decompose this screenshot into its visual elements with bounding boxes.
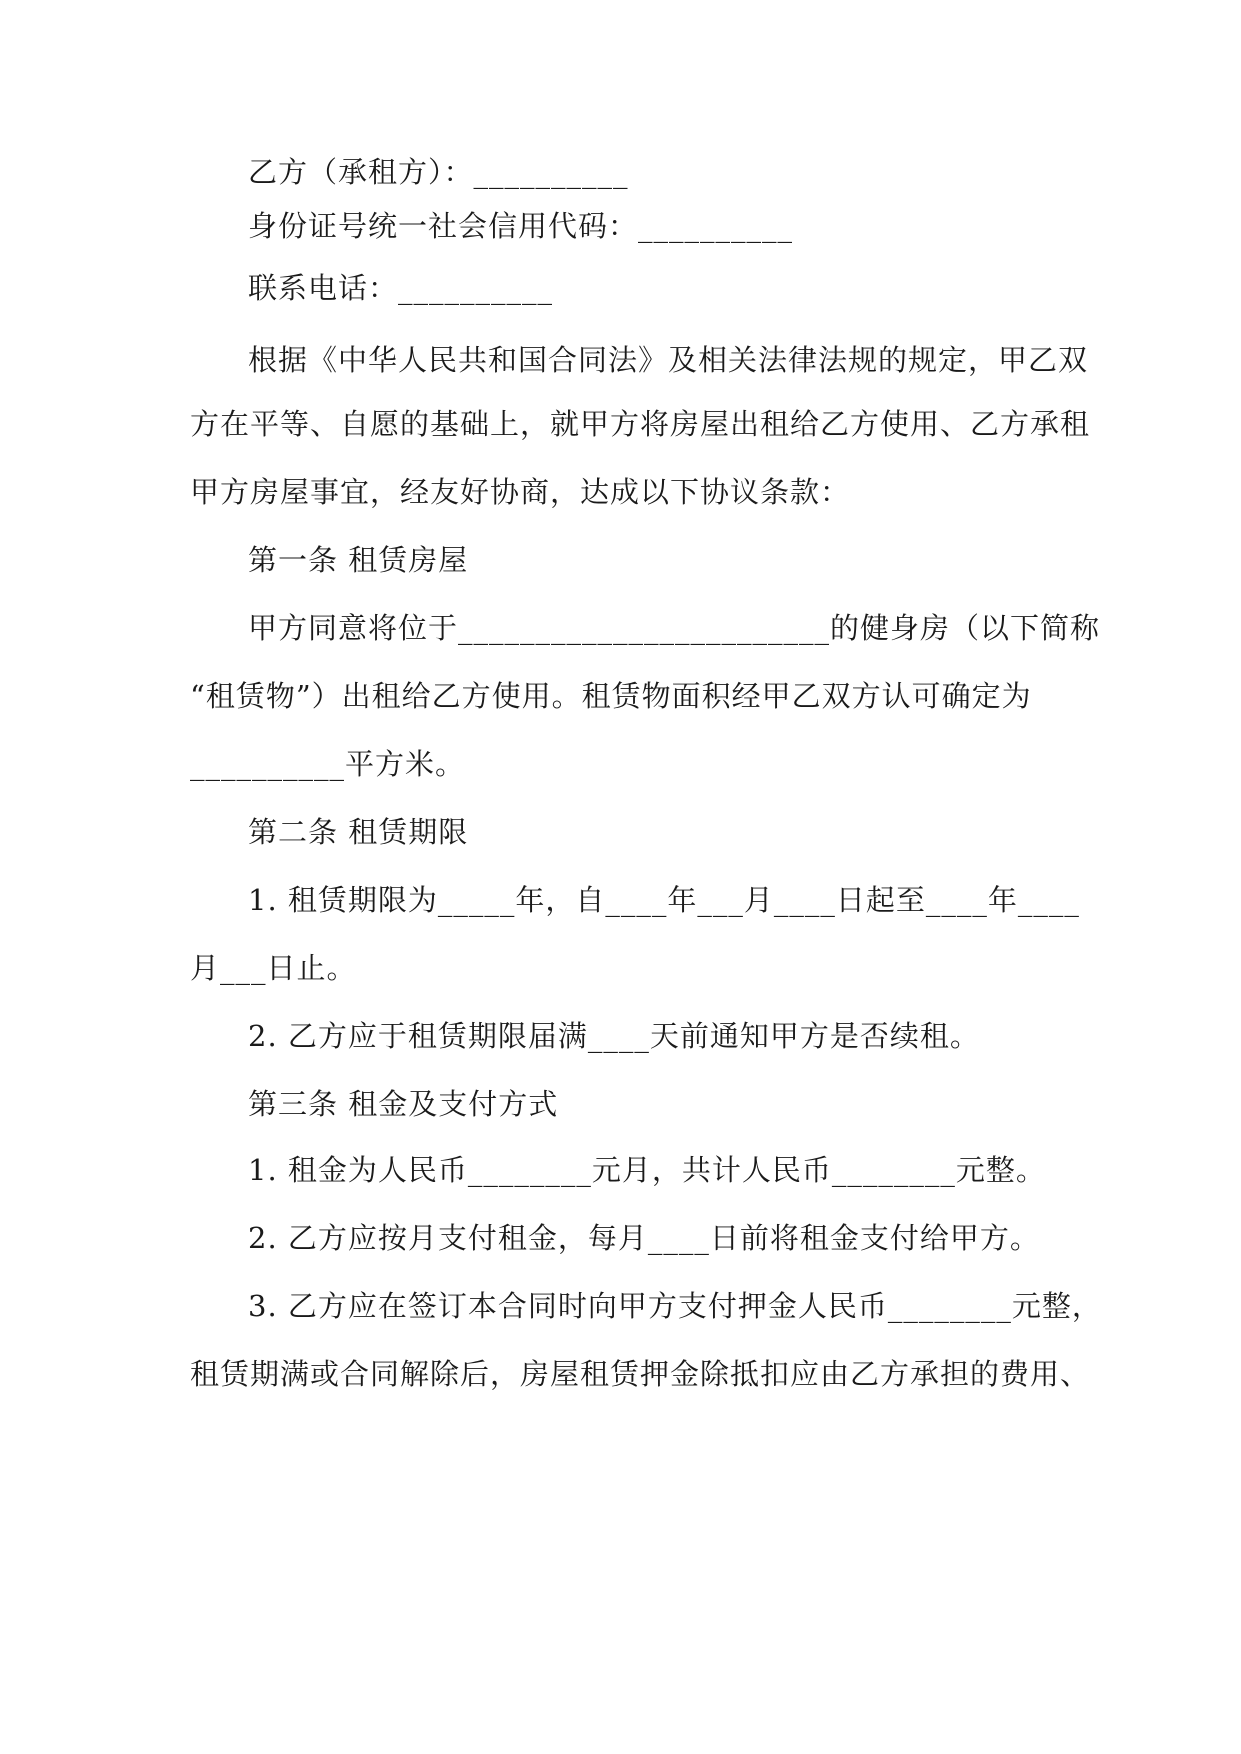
- article-3-item-3-line-1: 3. 乙方应在签订本合同时向甲方支付押金人民币________元整，: [248, 1289, 1102, 1323]
- article-3-heading: 第三条 租金及支付方式: [248, 1087, 559, 1121]
- article-2-item-2: 2. 乙方应于租赁期限届满____天前通知甲方是否续租。: [248, 1019, 980, 1053]
- article-2-item-1-line-2: 月___日止。: [190, 951, 357, 985]
- phone-line: 联系电话：__________: [248, 271, 554, 305]
- preamble-line-2: 方在平等、自愿的基础上，就甲方将房屋出租给乙方使用、乙方承租: [190, 407, 1091, 441]
- preamble-line-3: 甲方房屋事宜，经友好协商，达成以下协议条款：: [190, 475, 851, 509]
- article-3-item-1: 1. 租金为人民币________元月，共计人民币________元整。: [248, 1153, 1046, 1187]
- preamble-line-1: 根据《中华人民共和国合同法》及相关法律法规的规定，甲乙双: [248, 343, 1089, 377]
- article-1-line-1: 甲方同意将位于________________________的健身房（以下简称: [248, 611, 1101, 645]
- article-3-item-2: 2. 乙方应按月支付租金，每月____日前将租金支付给甲方。: [248, 1221, 1040, 1255]
- article-1-line-2: “租赁物”）出租给乙方使用。租赁物面积经甲乙双方认可确定为: [190, 679, 1032, 713]
- id-number-line: 身份证号统一社会信用代码：__________: [248, 209, 794, 243]
- party-b-line: 乙方（承租方）：__________: [248, 155, 629, 189]
- article-1-line-3: __________平方米。: [190, 747, 466, 781]
- article-2-heading: 第二条 租赁期限: [248, 815, 469, 849]
- article-1-heading: 第一条 租赁房屋: [248, 543, 469, 577]
- article-2-item-1-line-1: 1. 租赁期限为_____年，自____年___月____日起至____年____: [248, 883, 1080, 917]
- article-3-item-3-line-2: 租赁期满或合同解除后，房屋租赁押金除抵扣应由乙方承担的费用、: [190, 1357, 1091, 1391]
